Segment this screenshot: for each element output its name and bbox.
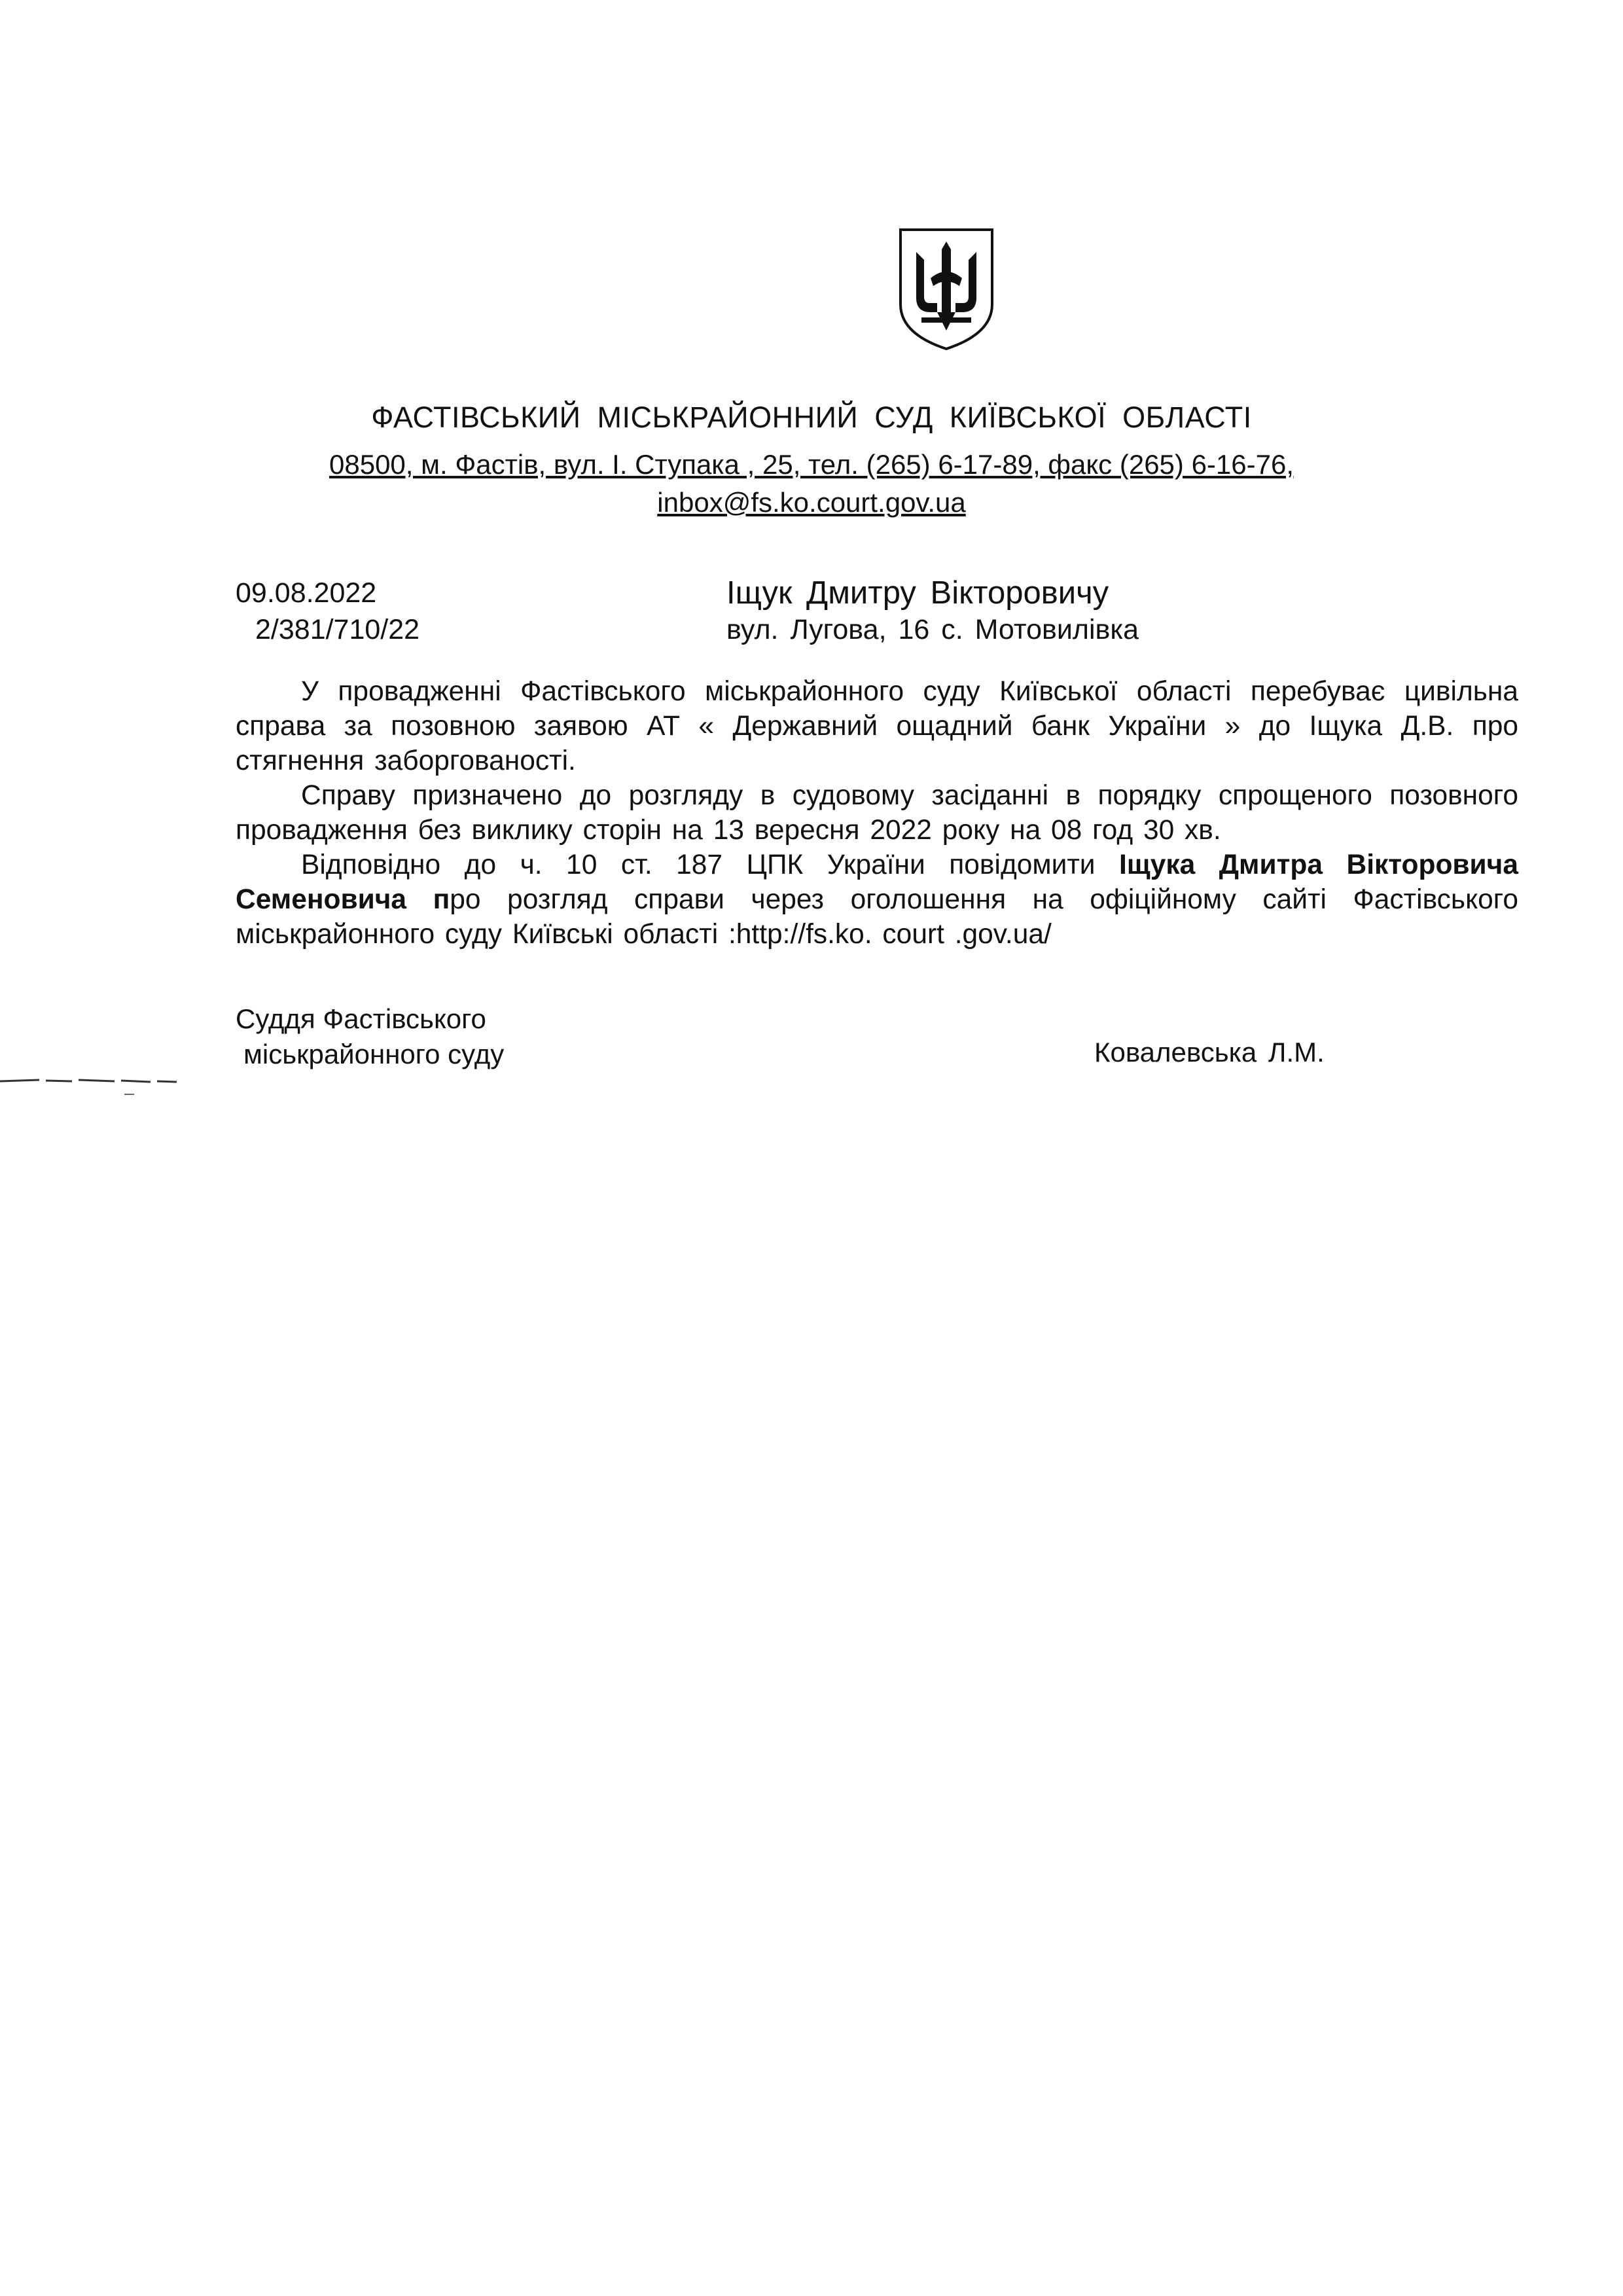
notice-rest: ро розгляд справи через оголошення на офіційному сайті Фастівського міськрайонного суду Київські області :http://fs.ko. court .gov.ua/ [236,884,1518,950]
case-number: 2/381/710/22 [255,614,420,645]
recipient-name: Іщук Дмитру Вікторовичу [726,575,1109,611]
document-date: 09.08.2022 [236,577,377,609]
notice-intro: Відповідно до ч. 10 ст. 187 ЦПК України повідомити [301,850,1120,880]
court-email-line [0,487,1623,518]
body-paragraph-case: У провадженні Фастівського міськрайонного суду Київської області перебуває цивільна справа за позовною заявою АТ « Державний ощадний банк України » до Іщука Д.В. про стягнення заборгованості. [236,676,1518,776]
court-address-line: 08500, м. Фастів, вул. І. Ступака , 25, тел. (265) 6-17-89, факс (265) 6-16-76, [329,449,1294,480]
signature-block [236,1001,504,1072]
recipient-address: вул. Лугова, 16 с. Мотовилівка [726,614,1139,645]
signature-label-line2: міськрайонного суду [243,1039,505,1069]
signature-label-line1: Суддя Фастівського [236,1003,486,1034]
scan-artifact-line [0,1073,196,1100]
court-name-heading: ФАСТІВСЬКИЙ МІСЬКРАЙОННИЙ СУД КИЇВСЬКОЇ ОБЛАСТІ [371,401,1252,434]
trident-emblem-icon [897,226,996,352]
body-paragraph-hearing: Справу призначено до розгляду в судовому засіданні в порядку спрощеного позовного провадження без виклику сторін на 13 вересня 2022 року на 08 год 30 хв. [236,780,1518,846]
court-email-tail: ua [935,487,966,518]
court-email-link[interactable]: inbox@fs.ko.court.gov. [657,487,935,518]
body-paragraph-notice [236,848,1518,952]
letter-body [236,674,1518,952]
judge-name: Ковалевська Л.М. [1094,1037,1325,1067]
notice-defendant-name: Іщука Дмитра Вікторовича Семеновича п [236,850,1518,915]
